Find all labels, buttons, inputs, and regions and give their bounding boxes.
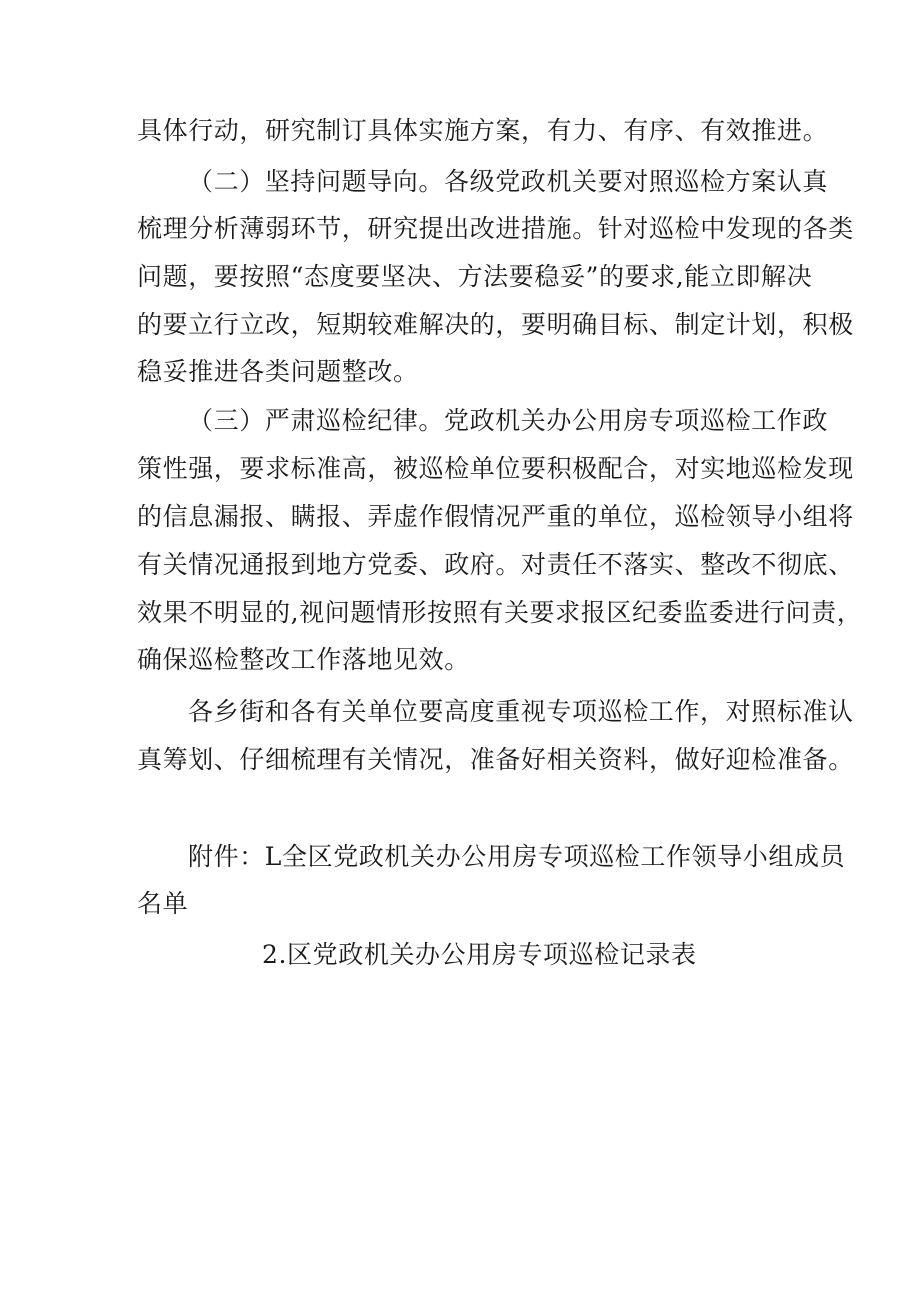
text-line-10: 有关情况通报到地方党委、政府。对责任不落实、整改不彻底、 [137, 550, 854, 579]
attachment-line-3: 2.区党政机关办公用房专项巡检记录表 [262, 940, 697, 969]
text-line-5: 的要立行立改，短期较难解决的，要明确目标、制定计划，积极 [137, 310, 854, 339]
text-line-14: 真筹划、仔细梳理有关情况，准备好相关资料，做好迎检准备。 [137, 745, 854, 774]
text-line-3: 梳理分析薄弱环节，研究提出改进措施。针对巡检中发现的各类 [137, 214, 854, 243]
text-line-9: 的信息漏报、瞒报、弄虚作假情况严重的单位，巡检领导小组将 [137, 502, 854, 531]
text-line-13: 各乡街和各有关单位要高度重视专项巡检工作，对照标准认 [188, 697, 854, 726]
text-line-6: 稳妥推进各类问题整改。 [137, 357, 419, 386]
section-2-heading-line: （二）坚持问题导向。各级党政机关要对照巡检方案认真 [188, 167, 829, 196]
text-line-1: 具体行动，研究制订具体实施方案，有力、有序、有效推进。 [137, 116, 829, 145]
section-3-heading-line: （三）严肃巡检纪律。党政机关办公用房专项巡检工作政 [188, 406, 829, 435]
attachment-line-2: 名单 [137, 889, 189, 918]
text-line-11: 效果不明显的,视问题情形按照有关要求报区纪委监委进行问责， [137, 598, 863, 627]
text-line-8: 策性强，要求标准高，被巡检单位要积极配合，对实地巡检发现 [137, 454, 854, 483]
text-line-4: 问题，要按照“态度要坚决、方法要稳妥”的要求,能立即解决 [137, 262, 813, 291]
text-line-12: 确保巡检整改工作落地见效。 [137, 645, 470, 674]
attachment-line-1: 附件：L全区党政机关办公用房专项巡检工作领导小组成员 [188, 842, 846, 871]
